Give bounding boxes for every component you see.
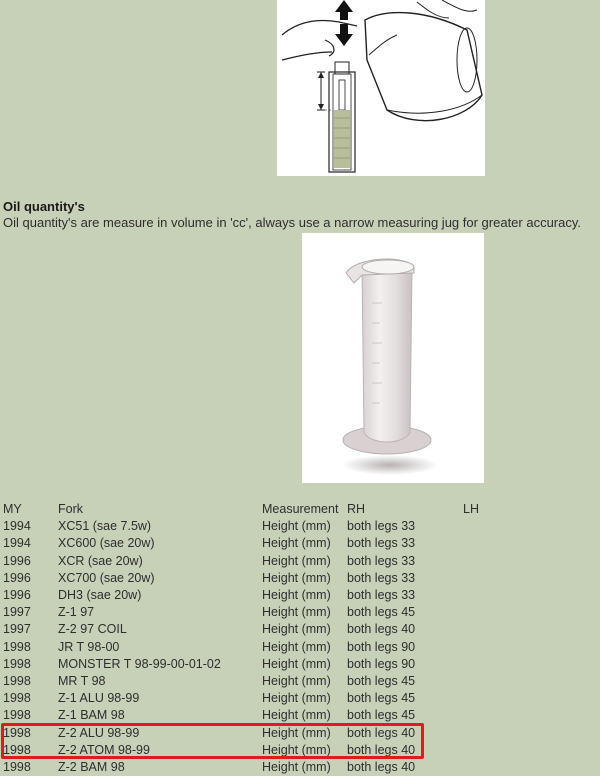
cell-fork: Z-2 ALU 98-99 (58, 725, 140, 740)
measuring-jug-photo (302, 233, 484, 483)
cell-lh (463, 759, 503, 776)
cell-rh: both legs 40 (347, 742, 416, 757)
column-header-my: MY (3, 502, 22, 516)
cell-lh (463, 535, 503, 552)
cell-rh: both legs 40 (347, 760, 416, 775)
cell-fork: Z-1 BAM 98 (58, 708, 125, 723)
cell-my: 1998 (3, 742, 31, 757)
cell-my: 1998 (3, 708, 31, 723)
cell-measurement: Height (mm) (262, 639, 331, 654)
cell-my: 1996 (3, 588, 31, 603)
cell-measurement: Height (mm) (262, 760, 331, 775)
cell-rh: both legs 33 (347, 536, 416, 551)
table-row (0, 570, 503, 587)
cell-lh (463, 742, 503, 759)
cell-rh: both legs 40 (347, 725, 416, 740)
cell-measurement: Height (mm) (262, 742, 331, 757)
column-header-fork: Fork (58, 502, 83, 516)
measuring-jug-drawing (302, 233, 484, 483)
cell-lh (463, 553, 503, 570)
cell-measurement: Height (mm) (262, 605, 331, 620)
cell-my: 1996 (3, 570, 31, 585)
cell-measurement: Height (mm) (262, 519, 331, 534)
cell-measurement: Height (mm) (262, 725, 331, 740)
column-header-rh: RH (347, 502, 366, 516)
cell-measurement: Height (mm) (262, 588, 331, 603)
table-row (0, 656, 503, 673)
table-row (0, 604, 503, 621)
column-header-lh: LH (463, 502, 479, 516)
cell-my: 1994 (3, 536, 31, 551)
cell-lh (463, 725, 503, 742)
cell-fork: Z-2 ATOM 98-99 (58, 742, 150, 757)
cell-fork: JR T 98-00 (58, 639, 120, 654)
cell-my: 1998 (3, 656, 31, 671)
oil-quantity-heading: Oil quantity's (3, 199, 85, 214)
cell-fork: XCR (sae 20w) (58, 553, 143, 568)
cell-my: 1994 (3, 519, 31, 534)
table-header-row (0, 501, 503, 518)
cell-fork: DH3 (sae 20w) (58, 588, 142, 603)
oil-pouring-drawing (277, 0, 485, 176)
cell-my: 1998 (3, 691, 31, 706)
cell-rh: both legs 45 (347, 708, 416, 723)
cell-rh: both legs 40 (347, 622, 416, 637)
cell-lh (463, 707, 503, 724)
cell-lh (463, 639, 503, 656)
cell-measurement: Height (mm) (262, 570, 331, 585)
table-row (0, 587, 503, 604)
column-header-measurement: Measurement (262, 502, 339, 516)
cell-my: 1998 (3, 725, 31, 740)
cell-rh: both legs 45 (347, 605, 416, 620)
cell-fork: MONSTER T 98-99-00-01-02 (58, 656, 221, 671)
cell-rh: both legs 45 (347, 691, 416, 706)
table-row (0, 553, 503, 570)
cell-measurement: Height (mm) (262, 656, 331, 671)
table-row (0, 621, 503, 638)
cell-measurement: Height (mm) (262, 708, 331, 723)
cell-lh (463, 621, 503, 638)
cell-lh (463, 570, 503, 587)
cell-rh: both legs 90 (347, 656, 416, 671)
cell-fork: Z-1 ALU 98-99 (58, 691, 140, 706)
cell-lh (463, 587, 503, 604)
cell-rh: both legs 90 (347, 639, 416, 654)
table-row (0, 518, 503, 535)
oil-pouring-illustration (277, 0, 485, 176)
cell-my: 1998 (3, 674, 31, 689)
cell-measurement: Height (mm) (262, 691, 331, 706)
cell-fork: XC600 (sae 20w) (58, 536, 155, 551)
cell-measurement: Height (mm) (262, 553, 331, 568)
cell-lh (463, 673, 503, 690)
cell-fork: XC51 (sae 7.5w) (58, 519, 152, 534)
cell-fork: Z-1 97 (58, 605, 95, 620)
table-row (0, 535, 503, 552)
cell-my: 1998 (3, 760, 31, 775)
cell-fork: XC700 (sae 20w) (58, 570, 155, 585)
cell-rh: both legs 33 (347, 570, 416, 585)
table-row (0, 639, 503, 656)
table-row (0, 759, 503, 776)
oil-quantity-description: Oil quantity's are measure in volume in 'cc', always use a narrow measuring jug for greater accuracy. (3, 215, 582, 230)
highlight-box (1, 723, 424, 759)
cell-rh: both legs 33 (347, 519, 416, 534)
cell-my: 1997 (3, 605, 31, 620)
cell-lh (463, 656, 503, 673)
cell-measurement: Height (mm) (262, 622, 331, 637)
cell-lh (463, 690, 503, 707)
cell-lh (463, 604, 503, 621)
cell-fork: Z-2 97 COIL (58, 622, 127, 637)
cell-my: 1997 (3, 622, 31, 637)
cell-rh: both legs 33 (347, 588, 416, 603)
cell-measurement: Height (mm) (262, 536, 331, 551)
table-row (0, 673, 503, 690)
cell-rh: both legs 33 (347, 553, 416, 568)
cell-measurement: Height (mm) (262, 674, 331, 689)
cell-fork: Z-2 BAM 98 (58, 760, 125, 775)
cell-fork: MR T 98 (58, 674, 106, 689)
cell-my: 1996 (3, 553, 31, 568)
table-row (0, 690, 503, 707)
cell-lh (463, 518, 503, 535)
cell-my: 1998 (3, 639, 31, 654)
cell-rh: both legs 45 (347, 674, 416, 689)
